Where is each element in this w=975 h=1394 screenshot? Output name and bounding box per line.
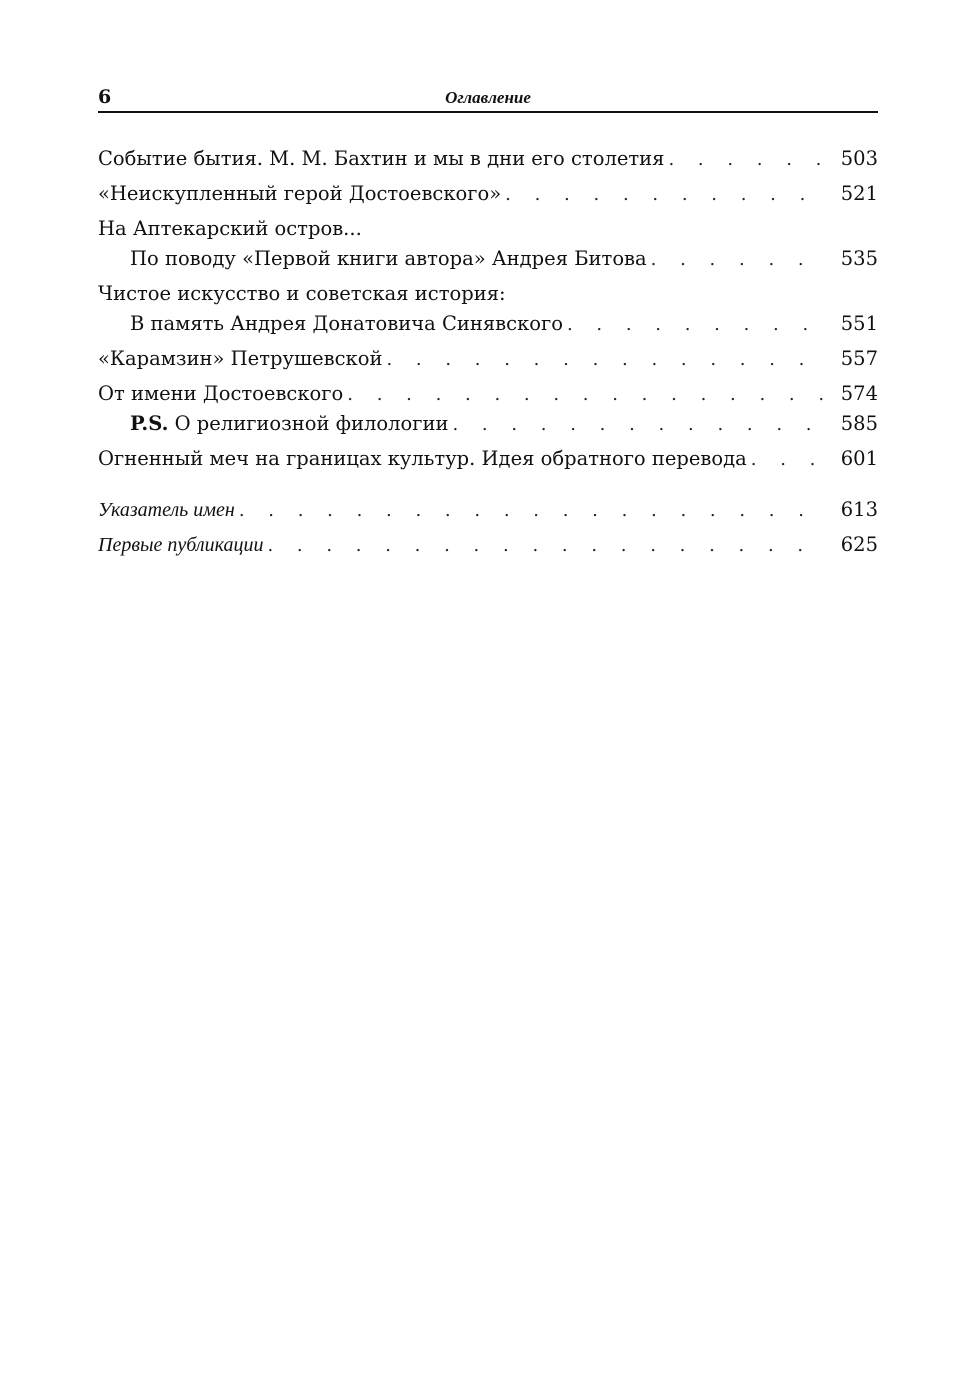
page-number: 6 <box>98 86 112 108</box>
toc-entry <box>98 495 878 525</box>
dot-leader <box>239 496 824 526</box>
section-title: Оглавление <box>445 88 531 107</box>
toc-entry <box>98 144 878 174</box>
toc-entry-title <box>130 409 448 439</box>
toc-entry-title: Указатель имен <box>98 499 235 521</box>
toc-entry-page: 503 <box>840 147 878 170</box>
dot-leader <box>567 310 824 340</box>
toc-entry-page: 521 <box>840 182 878 205</box>
toc-entry-title: «Карамзин» Петрушевской <box>98 347 383 370</box>
dot-leader <box>651 245 824 275</box>
dot-leader <box>751 445 824 475</box>
toc-entry-title: Событие бытия. М. М. Бахтин и мы в дни его столетия <box>98 147 665 170</box>
toc-entry-heading <box>98 279 878 309</box>
header-rule <box>98 111 878 113</box>
dot-leader <box>505 180 824 210</box>
toc-entry-title-text: О религиозной филологии <box>174 412 449 435</box>
dot-leader <box>452 410 824 440</box>
toc-entry-subtitle: По поводу «Первой книги автора» Андрея Битова <box>130 247 647 270</box>
toc-entry <box>98 344 878 374</box>
toc-entry-title: Первые публикации <box>98 534 264 556</box>
toc-entry-title: «Неискупленный герой Достоевского» <box>98 182 502 205</box>
toc-entry <box>98 530 878 560</box>
toc-entry <box>98 444 878 474</box>
dot-leader <box>668 145 824 175</box>
toc-entry-page: 551 <box>840 312 878 335</box>
toc-entry <box>98 309 878 339</box>
toc-entry-page: 535 <box>840 247 878 270</box>
toc-entry-title: Чистое искусство и советская история: <box>98 282 506 305</box>
toc-entry-page: 613 <box>840 498 878 521</box>
toc-entry-page: 574 <box>840 382 878 405</box>
dot-leader <box>267 531 824 561</box>
toc-entry-prefix: P.S. <box>130 412 169 435</box>
toc-entry-page: 625 <box>840 533 878 556</box>
toc-entry <box>98 179 878 209</box>
toc-entry <box>98 409 878 439</box>
toc-entry-page: 557 <box>840 347 878 370</box>
dot-leader <box>347 380 824 410</box>
toc-entry-page: 585 <box>840 412 878 435</box>
toc-entry-title: От имени Достоевского <box>98 382 344 405</box>
toc-entry-subtitle: В память Андрея Донатовича Синявского <box>130 312 563 335</box>
toc-entry-title: Огненный меч на границах культур. Идея обратного перевода <box>98 447 747 470</box>
toc-entry <box>98 244 878 274</box>
toc-entry <box>98 379 878 409</box>
toc-entry-page: 601 <box>840 447 878 470</box>
toc-entry-title: На Аптекарский остров... <box>98 217 362 240</box>
dot-leader <box>386 345 824 375</box>
running-head <box>98 84 878 112</box>
table-of-contents <box>98 144 878 560</box>
toc-entry-heading <box>98 214 878 244</box>
